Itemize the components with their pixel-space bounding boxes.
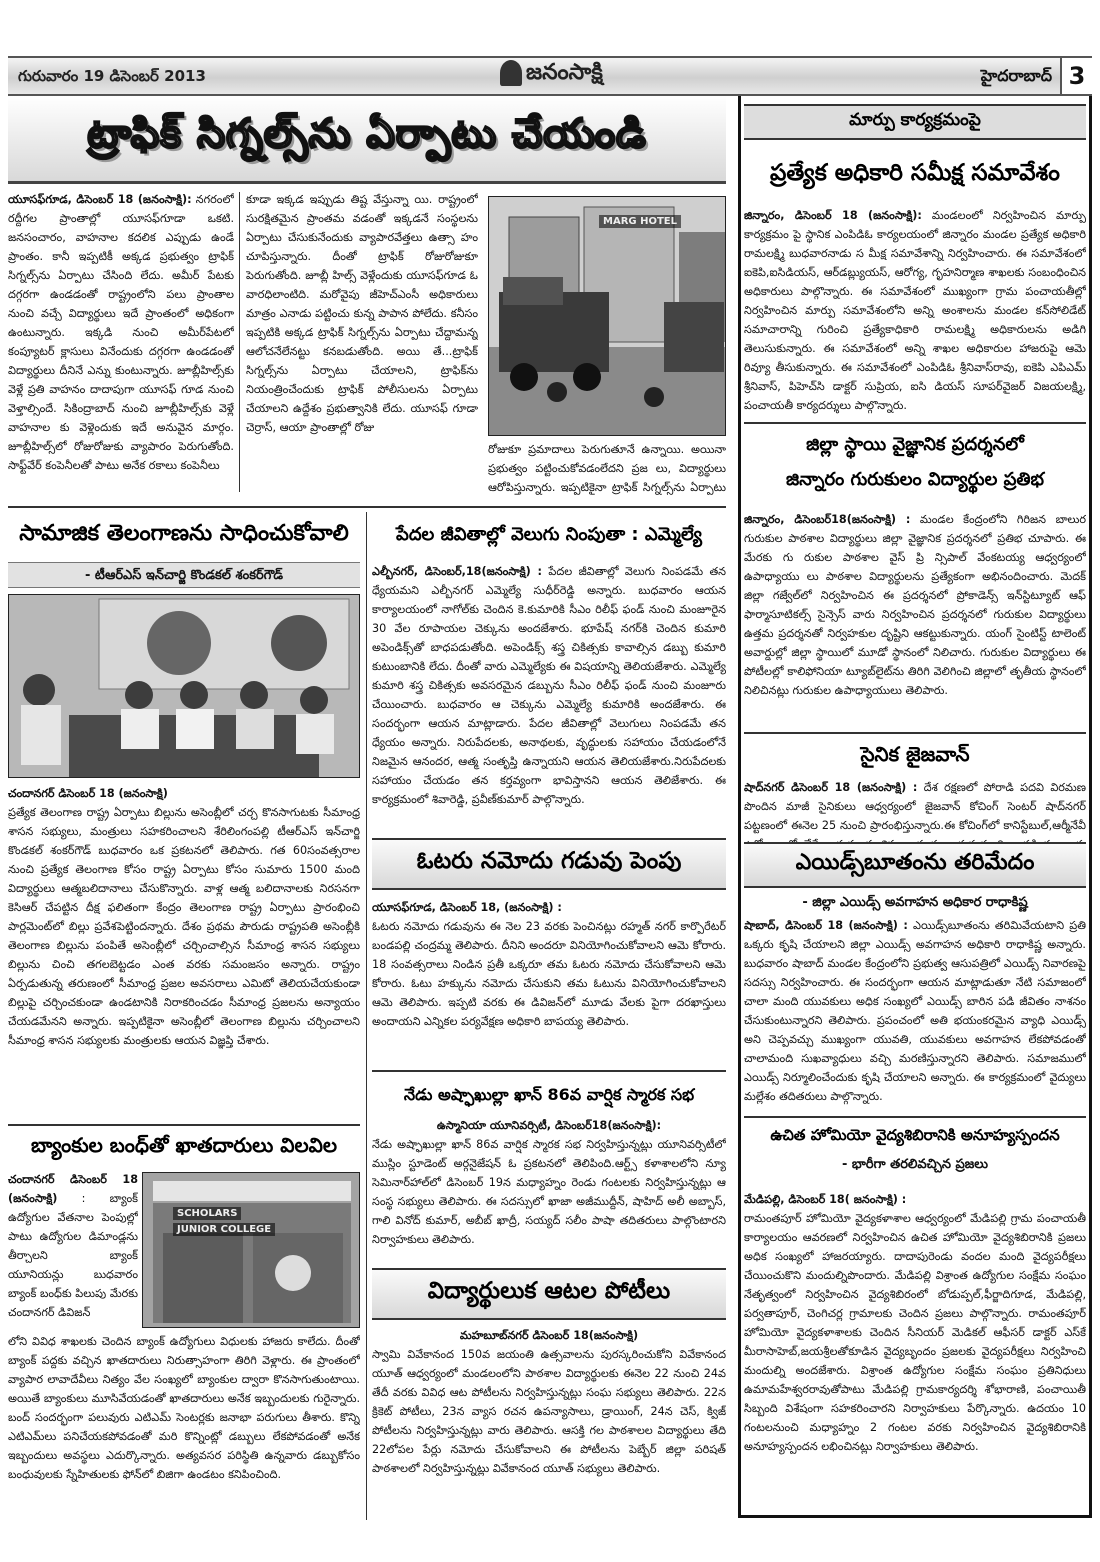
voter-headline: ఓటరు నమోదు గడువు పెంపు bbox=[416, 848, 682, 874]
traffic-scene-illustration bbox=[489, 197, 726, 436]
mla-body: పేదల జీవితాల్లో వెలుగు నింపడమే తన ధ్యేయమని ఎల్బీనగర్ ఎమ్మెల్యే సుధీర్‌రెడ్డి అన్నారు. బుధవారం ఆయన కార్యాలయంలో నాగోల్‌కు చెందిన కె.కుమారికి సీఎం రిలీఫ్ ఫండ్ నుంచి మంజూరైన 30 వేల రూపాయల చెక్కును అందజేశారు. భూపేష్ నగర్‌కి చెందిన కుమారి అపెండిక్స్‌తో బాధపడుతోంది. అపెండిక్స్ శస్త్ర చికిత్సకు కావాల్సిన డబ్బు కుమారి కుటుంబానికి లేదు. దీంతో వారు ఎమ్మెల్యేకు ఈ విషయాన్ని తెలియజేశారు. ఎమ్మెల్యే కుమారి శస్త్ర చికిత్సకు అవసరమైన డబ్బును సీఎం రిలీఫ్ ఫండ్ నుంచి మంజూరు చేయించారు. బుధవారం ఆ చెక్కును ఎమ్మెల్యే కుమారికి అందజేశారు. ఈ సందర్భంగా ఆయన మాట్లాడారు. పేదల జీవితాల్లో వెలుగులు నింపడమే తన ధ్యేయం అన్నారు. నిరుపేదలకు, అనాథలకు, వృద్ధులకు సహాయం చేయడంలోనే నిజమైన ఆనందర, ఆత్మ సంతృప్తి ఉన్నాయని ఆయన తెలియజేశారు.నిరుపేదలకు సహాయం చేయడం తన కర్తవ్యంగా భావిస్తానని ఆయన తెలిజేశారు. ఈ కార్యక్రమంలో శివారెడ్డి, ప్రవీణ్‌కుమార్ పాల్గొన్నారు. bbox=[372, 565, 726, 806]
logo-icon bbox=[500, 60, 522, 86]
banks-text bbox=[8, 1332, 360, 1522]
ashfaq-dateline: ఉస్మానియా యూనివర్సిటీ, డిసెంబర్18(జనంసాక్షి): bbox=[436, 1119, 662, 1132]
section-divider bbox=[8, 1124, 360, 1126]
traffic-photo bbox=[488, 196, 726, 436]
voter-headline-box bbox=[372, 838, 726, 890]
page-number: 3 bbox=[1060, 58, 1092, 94]
press-meet-illustration bbox=[9, 595, 360, 778]
science-headline-2: జిన్నారం గురుకులం విద్యార్థుల ప్రతిభ bbox=[786, 469, 1044, 490]
mla-dateline: ఎల్బీనగర్, డిసెంబర్,18(జనంసాక్షి) : bbox=[372, 565, 542, 578]
telangana-body: ప్రత్యేక తెలంగాణ రాష్ట్ర ఏర్పాటు బిల్లును అసెంబ్లీలో చర్చ కొనసాగుటకు సీమాంధ్ర శాసన సభ్యులు, మంత్రులు సహకరించాలని శేరిలింగంపల్లి టీఆర్ఎస్ ఇన్‌చార్జి కొండకల్ శంకర్‌గౌడ్ బుధవారం ఒక ప్రకటనలో తెలిపారు. గత 60సంవత్సరాల నుంచి ప్రత్యేక తెలంగాణ కోసం రాష్ట్ర ఏర్పాటు కోసం సుమారు 1500 మంది విద్యార్థులు ఆత్మబలిదానాలు చేసుకొన్నారు. వాళ్ల ఆత్మ బలిదానాలకు నిరసనగా కెసిఆర్ చేపట్టిన దీక్ష ఫలితంగా కేంద్రం తెలంగాణ రాష్ట్ర ఏర్పాటు ప్రారంభించి పార్లమెంట్‌లో బిల్లు ప్రవేశపెట్టిందన్నారు. దేశం ప్రథమ పౌరుడు రాష్ట్రపతి అసెంబ్లీకి తెలంగాణ బిల్లును పంపితే అసెంబ్లీలో చర్చించాల్సిన సీమాంధ్ర శాసన సభ్యులు బిల్లును చించి తగలబెట్టడం ఎంత వరకు సమంజసం అన్నారు. రాష్ట్రం ఏర్పడుతున్న తరుణంలో సీమాంధ్ర ప్రజల అవసరాలు ఎమిటో తెలియచేయకుండా బిల్లుపై చర్చించకుండా ఉండటానికి నిరాకరించడం సీమాంధ్ర ప్రజలను అన్యాయం చేయడమేనని అన్నారు. ఇప్పటికైనా అసెంబ్లీలో తెలంగాణ బిల్లును చర్చించాలని సీమాంధ్ర శాసన సభ్యులకు మంత్రులకు ఆయన విజ్ఞప్తి చేశారు. bbox=[8, 806, 360, 1047]
homeo-byline: - భారీగా తరలివచ్చిన ప్రజలు bbox=[842, 1157, 988, 1172]
photo-sign-text: MARG HOTEL bbox=[599, 215, 681, 228]
section-divider bbox=[744, 1116, 1086, 1118]
sports-headline-box bbox=[372, 1268, 726, 1320]
homeo-headline: ఉచిత హోమియో వైద్యశిబిరానికి అనూహ్యస్పందన bbox=[770, 1126, 1060, 1144]
aids-headline-box bbox=[744, 842, 1086, 888]
aids-body: ఎయిడ్స్‌బూతంను తరిమివేయటాని ప్రతి ఒక్కరు కృషి చేయాలని జిల్లా ఎయిడ్స్ అవగాహన అధికారి రాధాకిష్ణ అన్నారు. బుధవారం షాబాద్ మండల కేంద్రంలోని ప్రభుత్వ ఆసుపత్రిలో ఎయిడ్స్ నివారణపై సదస్సు నిర్వహించారు. ఈ సందర్భంగా ఆయన మాట్లాడుతూ నేటి సమాజంలో చాలా మంది యువకులు అధిక సంఖ్యలో ఎయిడ్స్ బారిన పడి జీవితం నాశనం చేసుకుంటున్నారని తెలిపారు. ప్రపంచంలో అతి భయంకరమైన వ్యాధి ఎయిడ్స్ అని చెప్పవచ్చు ముఖ్యంగా యువతి, యువకులు అవగాహన లేకపోవడంతో చాలామంది సుఖవ్యాధులు వచ్చి మరణిస్తున్నారని తెలిపారు. సమాజములో ఎయిడ్స్ నిర్మూలించేందుకు కృషి చేయాలని అన్నారు. ఈ కార్యక్రమంలో వైద్యులు మల్లేశం తదితరులు పాల్గొన్నారు. bbox=[744, 919, 1086, 1103]
aids-byline: - జిల్లా ఎయిడ్స్ అవగాహన అధికార రాధాకిష్ణ bbox=[802, 895, 1028, 910]
section-divider bbox=[8, 506, 726, 508]
telangana-dateline: చందానగర్ డిసెంబర్ 18 (జనంసాక్షి) bbox=[8, 787, 168, 800]
army-dateline: షాద్‌నగర్ డిసెంబర్ 18 (జనంసాక్షి) : bbox=[744, 781, 918, 794]
telangana-headline: సామాజిక తెలంగాణను సాధించుకోవాలి bbox=[19, 521, 349, 546]
traffic-body-2: కూడా ఇక్కడ ఇప్పుడు తిష్ట వేస్తున్నా యి. రాష్ట్రంలో సురక్షితమైన ప్రాంతమ వడంతో ఇక్కడనే సంస్థలను ఏర్పాటు చేసుకునేందుకు వ్యాపారవేత్తలు ఉత్సా హం చూపిస్తున్నారు. దీంతో ట్రాఫిక్ రోజురోజుకూ పెరుగుతోంది. జూబ్లీ హిల్స్ వెళ్లేందుకు యూసఫ్‌గూడ ఓ వారధిలాంటిది. మరోవైపు జీహెచ్‌ఎంసీ అధికారులు మాత్రం ఎనాడు పట్టించు కున్న పాపాన పోలేదు. కనీసం ఇప్పటికి అక్కడ ట్రాఫిక్ సిగ్నల్స్‌ను ఏర్పాటు చేద్దామన్న ఆలోచనేలేనట్టు కనబడుతోంది. అయి తే...ట్రాఫిక్ సిగ్నల్స్‌ను ఏర్పాటు చేయాలని, ట్రాఫిక్‌ను నియంత్రించేందుకు ట్రాఫిక్ పోలీసులను ఏర్పాటు చేయాలని ఉద్దేశం ప్రభుత్వానికి లేదు. యూసఫ్ గూడా చెర్రాస్, ఆయా ప్రాంతాల్లో రోజు bbox=[246, 193, 478, 434]
banks-headline: బ్యాంకుల బంధ్‌తో ఖాతదారులు విలవిల bbox=[30, 1133, 338, 1157]
review-dateline: జిన్నారం, డిసెంబర్ 18 (జనంసాక్షి): bbox=[744, 209, 922, 222]
homeo-dateline: మేడిపల్లి, డిసెంబర్ 18( జనంసాక్షి) : bbox=[744, 1193, 907, 1206]
review-kicker-box bbox=[744, 104, 1086, 140]
voter-dateline: యూసఫ్‌గూడ, డిసెంబర్ 18, (జనంసాక్షి) : bbox=[372, 901, 562, 914]
army-headline: సైనిక జైజవాన్ bbox=[860, 742, 970, 766]
science-headline-1: జిల్లా స్థాయి వైజ్ఞానిక ప్రదర్శనలో bbox=[806, 434, 1024, 455]
science-text bbox=[744, 510, 1086, 732]
review-body: మండలంలో నిర్వహించిన మార్పు కార్యక్రమం పై స్థానిక ఎంపిడిఓ కార్యలయంలో జిన్నారం మండల ప్రత్యేక అధికారి రామలక్ష్మి బుధవారనాడు స మీక్ష సమావేశాన్ని నిర్వహించారు. ఈ సమావేశంలో ఐకెపి,ఐసిడియస్, ఆర్‌డబ్ల్యుయస్, ఆరోగ్య, గృహనిర్మాణ శాఖలకు సంబంధించిన అధికారులు పాల్గొన్నారు. ఈ సమావేశంలో ముఖ్యంగా గ్రామ పంచాయతీల్లో నిర్వహించిన మార్పు సమావేశంలోని అన్ని అంశాలను మండల కన్‌సోలిడేట్ సమాచారాన్ని గురించి ప్రత్యేకాధికారి రామలక్ష్మి అధికారులను అడిగి తెలుసుకున్నారు. ఈ సమావేశంలో అన్ని శాఖల అధికారుల హాజరుపై ఆమె రివ్యూ తీసుకున్నారు. ఈ సమావేశంలో ఎంపిడిఓ శ్రీనివాస్‌రావు, ఐకెపి ఎపిఎమ్ శ్రీనివాస్, పిహెచ్‌సి డాక్టర్ సుప్రియ, ఐసి డియస్ సూపర్‌వైజర్ విజయలక్ష్మి, పంచాయతీ కార్యదర్శులు పాల్గొన్నారు. bbox=[744, 209, 1086, 412]
issue-date: గురువారం 19 డిసెంబర్ 2013 bbox=[18, 67, 206, 85]
bank-photo-sign-1: SCHOLARS bbox=[173, 1207, 241, 1220]
traffic-headline: ట్రాఫిక్ సిగ్నల్స్‌ను ఏర్పాటు చేయండి bbox=[87, 110, 647, 157]
mla-headline: పేదల జీవితాల్లో వెలుగు నింపుతా : ఎమ్మెల్యే bbox=[396, 524, 702, 545]
section-divider bbox=[744, 732, 1086, 734]
banks-dateline: చందానగర్ డిసెంబర్ 18 (జనంసాక్షి) bbox=[8, 1173, 138, 1205]
sports-headline: విద్యార్థులుక ఆటల పోటీలు bbox=[427, 1278, 671, 1304]
newspaper-logo bbox=[500, 60, 603, 90]
ashfaq-headline: నేడు అష్ఫాఖుల్లా ఖాన్ 86వ వార్షిక స్మారక సభ bbox=[403, 1085, 695, 1104]
aids-headline: ఎయిడ్స్‌బూతంను తరిమేదం bbox=[795, 850, 1035, 875]
banks-lead-text: : బ్యాంక్ ఉద్యోగుల వేతనాల పెంపుల్లో పాటు ఉద్యోగుల డిమాండ్లను తీర్చాలని బ్యాంక్ యూనియన్లు బుధవారం బ్యాంక్ బంధ్‌కు పిలుపు మేరకు చందానగర్ డివిజన్ bbox=[8, 1192, 138, 1319]
edition-city: హైదరాబాద్ bbox=[980, 66, 1052, 85]
bank-photo-sign-2: JUNIOR COLLEGE bbox=[173, 1223, 275, 1236]
ashfaq-text bbox=[372, 1116, 726, 1256]
traffic-body-1: నగరంలో రద్దీగల ప్రాంతాల్లో యూసఫ్‌గూడా ఒకటి. జనసంచారం, వాహనాల కదలిక ఎప్పుడు ఉండే ప్రాంతం. కానీ ఇప్పటికీ అక్కడ ప్రభుత్వం ట్రాఫిక్ సిగ్నల్స్‌ను ఏర్పాటు చేసింది లేదు. అమీర్ పేటకు దగ్గరగా ఉండడంతో రాష్ట్రంలోని పలు ప్రాంతాల నుంచి వచ్చే విద్యార్థులు ఇదే ప్రాంతంలో అధికంగా ఉంటున్నారు. ఇక్కడి నుంచి అమీర్‌పేటలో కంప్యూటర్ క్లాసులు వినేందుకు దగ్గరగా ఉండడంతో విద్యార్థులు దీనినే ఎన్ను కుంటున్నారు. జూబ్లీహిల్స్‌కు వెళ్లే ప్రతి వాహనం దాదాపుగా యూసఫ్ గూడ నుంచి వెళ్తాల్సిందే. సికింద్రాబాద్ నుంచి జూబ్లీహిల్స్‌కు వెళ్లే వాహనాల కు వెళ్లెందుకు ఇదే అనువైన మార్గం. జూబ్లీహిల్స్‌లో రోజురోజుకు వ్యాపారం పెరుగుతోంది. సాఫ్ట్‌వేర్ కంపెనీలతో పాటు అనేక రకాలు కంపెనీలు bbox=[8, 193, 234, 472]
logo-text: జనంసాక్షి bbox=[526, 60, 603, 85]
army-body: దేశ రక్షణలో పోరాడి పదవి విరమణ పొందిన మాజీ సైనికులు ఆధ్వర్యంలో జైజవాన్ కోచింగ్ సెంటర్ షాద్‌నగర్ పట్టణంలో ఈనెల 25 నుంచి ప్రారంభిస్తున్నారు.ఈ కోచింగ్‌లో కానిస్టేబుల్,ఆర్మీనేవీ bbox=[744, 781, 1086, 832]
review-headline: ప్రత్యేక అధికారి సమీక్ష సమావేశం bbox=[770, 160, 1060, 186]
review-kicker: మార్పు కార్యక్రమంపై bbox=[849, 110, 981, 130]
section-divider bbox=[372, 1070, 726, 1072]
column-rule bbox=[366, 512, 367, 1520]
traffic-dateline: యూసఫ్‌గూడ, డిసెంబర్ 18 (జనంసాక్షి): bbox=[8, 193, 192, 206]
sports-dateline: మహబూబ్‌నగర్ డిసెంబర్ 18(జనంసాక్షి) bbox=[459, 1329, 639, 1342]
column-rule bbox=[239, 192, 240, 492]
sports-text bbox=[372, 1326, 726, 1518]
banks-body: లోని వివిధ శాఖలకు చెందిన బ్యాంక్ ఉద్యోగులు విధులకు హాజరు కాలేదు. దీంతో బ్యాంక్ పద్దకు వచ్చిన ఖాతదారులు నిరుత్సాహంగా తిరిగి వెళ్లారు. ఈ ప్రాంతంలో వ్యాపార లావాదేవీలు నిత్యం వేల సంఖ్యలో బ్యాంకుల ద్వారా కొనసాగుతుంటాయి. అయితే బ్యాంకులు మూసివేయడంతో ఖాతదారులు అనేక ఇబ్బందులకు గురైన్నారు. బంద్ సందర్భంగా పలువురు ఎటిఎమ్ సెంటర్లకు జనాభా పరుగులు తీశారు. కొన్ని ఎటిఎమ్‌లు పనిచేయకపోవడంతో మరి కొన్నింట్లో డబ్బులు లేకపోవడంతో అనేక ఇబ్బందులు అవస్థలు ఎదుర్కొన్నారు. అత్యవసర పరిస్థితి ఉన్నవారు డబ్బుకోసం బంధువులకు స్నేహితులకు ఫోన్‌లో బిజిగా ఉండటం కనిపించింది. bbox=[8, 1335, 360, 1481]
aids-dateline: షాబాద్, డిసెంబర్ 18 (జనంసాక్షి) : bbox=[744, 919, 908, 932]
banks-photo bbox=[142, 1172, 360, 1328]
traffic-body-3: రోజుకూ ప్రమాదాలు పెరుగుతూనే ఉన్నాయి. అయినా ప్రభుత్వం పట్టించుకోవడంలేదని ప్రజ లు, విద్యార్థులు ఆరోపిస్తున్నారు. ఇప్పటికైనా ట్రాఫిక్ సిగ్నల్స్‌ను ఏర్పాటు bbox=[488, 443, 726, 494]
voter-body: ఓటరు నమోదు గడువును ఈ నెల 23 వరకు పెంచినట్లు రహ్మత్ నగర్ కార్పొరేటర్ బండపల్లి చంద్రమ్మ తెలిపారు. దీనిని అందరూ వినియోగించుకోవాలని ఆమె కోరారు. 18 సంవత్సరాలు నిండిన ప్రతీ ఒక్కరూ తమ ఓటరు నమోదు చేసుకోవాలని ఆమె కోరారు. ఓటు హక్కును నమోదు చేసుకుని తమ ఓటును వినియోగించుకోవాలని ఆమె తెలిపారు. ఇప్పటి వరకు ఈ డివిజన్‌లో మూడు వేలకు పైగా దరఖాస్తులు అందాయని ఎన్నికల పర్యవేక్షణ అధికారి బాపయ్య తెలిపారు. bbox=[372, 920, 726, 1028]
banks-lead bbox=[8, 1170, 138, 1330]
telangana-byline: - టీఆర్ఎస్ ఇన్‌చార్జి కొండకల్ శంకర్‌గౌడ్ bbox=[8, 562, 360, 588]
voter-text bbox=[372, 898, 726, 1066]
traffic-column-3 bbox=[488, 440, 726, 500]
masthead bbox=[8, 56, 1092, 96]
traffic-banner bbox=[8, 96, 726, 184]
mla-text bbox=[372, 562, 726, 830]
review-text bbox=[744, 206, 1086, 424]
traffic-column-1 bbox=[8, 190, 234, 500]
science-body: మండల కేంద్రంలోని గిరిజన బాలుర గురుకుల పాఠశాల విద్యార్థులు జిల్లా వైజ్ఞానిక ప్రదర్శనలో ప్రతిభ చూపారు. ఈ మేరకు గు రుకుల పాఠశాల వైస్ ప్రి న్సిపాల్ వేంకటయ్య ఆధ్వర్యంలో ఉపాధ్యాయు లు పాఠశాల విద్యార్థులను ప్రత్యేకంగా అభినందించారు. మెదక్ జిల్లా గజ్వేల్‌లో నిర్వహించిన ఈ ప్రదర్శనలో ప్రోకాడెన్స్ ఇన్‌స్టిట్యూట్ ఆఫ్ ఫార్మాసూటికల్స్ సైన్సెస్ వారు నిర్వహించిన ప్రదర్శనలో గురుకుల విద్యార్థులు ఉత్తమ ప్రదర్శనతో నిర్వహకుల దృష్టిని ఆకట్టుకున్నారు. యంగ్ సైంటిస్ట్ టాలెంట్ అవార్డుల్లో జిల్లా స్థాయిలో మూడో స్థానంలో నిలిచారు. గురుకుల విద్యార్థులు ఈ పోటీలల్లో కాలిఫోనియా ట్యూబ్‌లైట్‌ను తిరిగి వెలిగించి జిల్లాలో తృతీయ స్థానంలో నిలిచినట్లు గురుకుల ఉపాధ్యాయులు తెలిపారు. bbox=[744, 513, 1086, 697]
traffic-column-2 bbox=[246, 190, 478, 500]
aids-text bbox=[744, 916, 1086, 1116]
section-divider bbox=[744, 422, 1086, 424]
science-dateline: జిన్నారం, డిసెంబర్18(జనంసాక్షి) : bbox=[744, 513, 911, 526]
homeo-text bbox=[744, 1190, 1086, 1510]
homeo-body: రామంతపూర్ హోమియో వైద్యకళాశాల ఆధ్వర్యంలో మేడిపల్లి గ్రామ పంచాయతీ కార్యాలయం ఆవరణలో నిర్వహించిన ఉచిత హోమియో వైద్యశిబిరానికి ప్రజలు అధిక సంఖ్యలో హాజరయ్యారు. దాదాపురెండు వందల మంది వైద్యపరీక్షలు చేయించుకొని మందుల్నిపొందారు. మేడిపల్లి విశ్రాంత ఉద్యోగుల సంక్షేమ సంఘం నేతృత్వంలో నిర్వహించిన వైద్యశిబిరంలో బోడుప్పల్,ఫీర్జాదిగూడ, మేడిపల్లి, పర్వతాపూర్, చెంగిచర్ల గ్రామాలకు చెందిన ప్రజలు పాల్గొన్నారు. రామంతపూర్ హోమియో వైద్యకళాశాలకు చెందిన సీనియర్ మెడికల్ ఆఫీసర్ డాక్టర్ ఎస్‌కే మీరాసాహెబ్,జయశ్రీలతోకూడిన వైద్యబృందం ప్రజలకు వైద్యపరీక్షలు నిర్వహించి మందుల్ని అందజేశారు. విశ్రాంత ఉద్యోగుల సంక్షేమ సంఘం ప్రతినిధులు ఉమామహేశ్వరరావుతోపాటు మేడిపల్లి గ్రామకార్యదర్శి శోభారాణి, పంచాయితీ సిబ్బంది విశేషంగా సహకరించారని నిర్వాహకులు పేర్కొన్నారు. ఉదయం 10 గంటలనుంచి మధ్యాహ్నం 2 గంటల వరకు నిర్వహించిన వైద్యశిబిరానికి అనూహ్యస్పందన లభించినట్లు నిర్వాహకులు తెలిపారు. bbox=[744, 1212, 1086, 1453]
closed-bank-illustration bbox=[143, 1173, 360, 1328]
telangana-photo bbox=[8, 594, 360, 778]
telangana-text bbox=[8, 784, 360, 1120]
ashfaq-body: నేడు అష్ఫాఖుల్లా ఖాన్ 86వ వార్షిక స్మారక సభ నిర్వహిస్తున్నట్లు యూనివర్సిటీలో ముస్లిం స్టూడెంట్ అర్గనైజేషన్ ఓ ప్రకటనలో తెలిపింది.ఆర్ట్స్ కళాశాలలోని న్యూ సెమినార్‌హాల్‌లో డిసెంబర్ 19న మధ్యాహ్నం రెండు గంటలకు నిర్వహిస్తున్నట్లు ఆ సంస్థ సభ్యులు తెలిపారు. ఈ సదస్సులో ఖాజా అజీముద్దీన్, షాహిద్ అలీ అబ్బాస్, గాలి వినోద్ కుమార్, అబీబ్ ఖాద్రీ, సయ్యద్ సలీం పాషా తదితరులు పాల్గొంటారని నిర్వాహకులు తెలిపారు. bbox=[372, 1138, 726, 1246]
sports-body: స్వామి వివేకానంద 150వ జయంతి ఉత్సవాలను పురస్కరించుకోని వివేకానంద యూత్ ఆధ్వర్యంలో మండలంలోని పాఠశాల విద్యార్థులకు ఈనెల 22 నుంచి 24వ తేదీ వరకు వివిధ ఆట పోటీలను నిర్వహిస్తున్నట్లు సంఘ సభ్యులు తెలిపారు. 22న క్రికెట్ పోటీలు, 23న వ్యాస రచన ఉపన్యాసాలు, డ్రాయింగ్, 24న చెస్, క్విజ్ పోటీలను నిర్వహిస్తున్నట్లు వారు తెలిపారు. ఆసక్తి గల పాఠశాలల విద్యార్థులు తేది 22లోపల పేర్లు నమోదు చేసుకోవాలని ఈ పోటీలను పెబ్బేర్ జిల్లా పరిషత్ పాఠశాలలో నిర్వహిస్తున్నట్లు వివేకానంద యూత్ సభ్యులు తెలిపారు. bbox=[372, 1348, 726, 1475]
